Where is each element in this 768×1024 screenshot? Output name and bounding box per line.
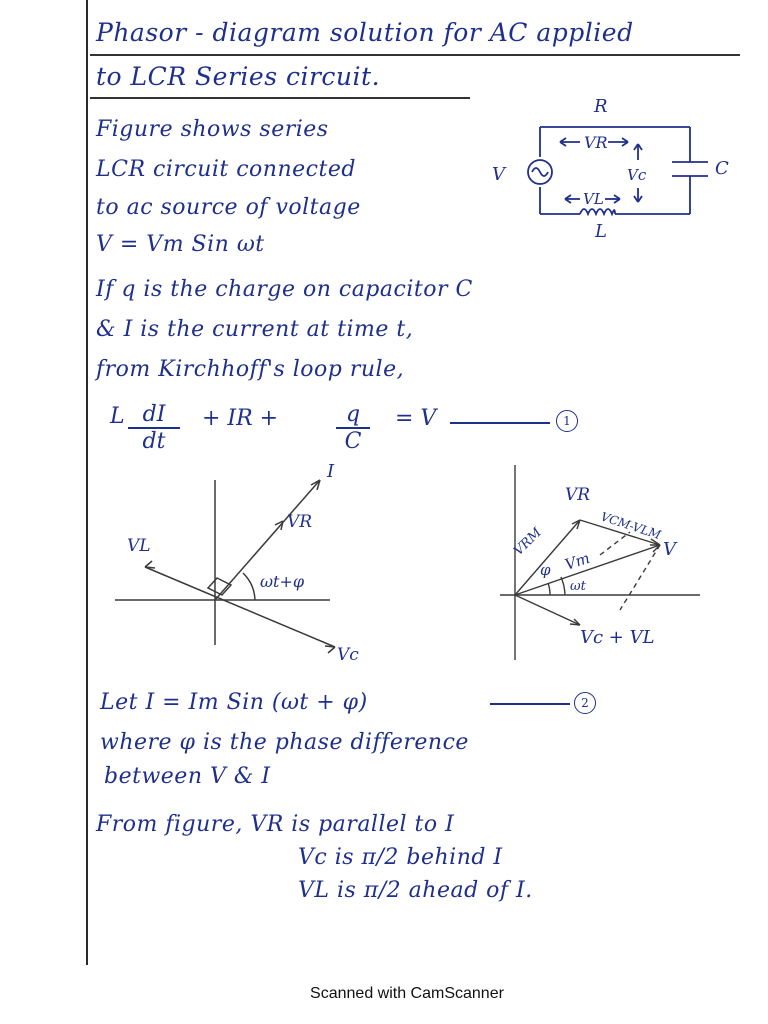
circuit-label-vl: VL	[583, 190, 604, 208]
eq1-fraction-di-dt	[128, 402, 180, 454]
conclusion-line-4: Vc is π/2 behind I	[298, 845, 503, 870]
eq1-leader	[450, 422, 550, 424]
conclusion-line-2: between V & I	[104, 764, 271, 789]
circuit-label-l: L	[595, 221, 607, 242]
right-label-wt: ωt	[570, 579, 586, 594]
conclusion-line-5: VL is π/2 ahead of I.	[298, 878, 533, 903]
left-label-vr: VR	[287, 512, 313, 532]
margin-line	[86, 0, 88, 965]
phasor-diagram-voltage	[495, 460, 710, 665]
intro-line-3: to ac source of voltage	[96, 195, 361, 220]
intro-line-5: If q is the charge on capacitor C	[96, 277, 473, 302]
circuit-label-v: V	[492, 164, 505, 185]
circuit-label-vr: VR	[584, 133, 608, 152]
eq1-number: 1	[556, 410, 578, 432]
eq1-den-c: C	[344, 429, 362, 454]
right-label-phi: φ	[540, 561, 551, 579]
right-label-vr: VR	[565, 485, 591, 505]
right-label-vm: Vm	[562, 548, 593, 574]
intro-line-6: & I is the current at time t,	[96, 317, 414, 342]
conclusion-line-1: where φ is the phase difference	[100, 730, 469, 755]
left-label-angle: ωt+φ	[260, 572, 305, 591]
eq1-num-di: dI	[128, 402, 180, 429]
heading-line-1: Phasor - diagram solution for AC applied	[96, 18, 634, 47]
intro-line-1: Figure shows series	[96, 117, 329, 142]
circuit-label-r: R	[594, 96, 608, 117]
intro-line-7: from Kirchhoff's loop rule,	[96, 357, 405, 382]
eq1-fraction-q-c	[336, 402, 370, 454]
left-label-vl: VL	[127, 536, 151, 556]
heading-line-2: to LCR Series circuit.	[96, 62, 381, 91]
left-label-vc: Vc	[337, 645, 359, 665]
phasor-diagram-current	[105, 455, 375, 670]
eq1-num-q: q	[336, 402, 370, 429]
equation-1	[110, 402, 610, 458]
circuit-label-vc: Vc	[627, 166, 647, 184]
conclusion-line-3: From figure, VR is parallel to I	[96, 812, 455, 837]
lcr-circuit-diagram	[492, 92, 740, 242]
left-label-i: I	[327, 461, 335, 482]
heading-rule-2	[90, 97, 470, 99]
equation-2: Let I = Im Sin (ωt + φ)	[100, 690, 368, 715]
intro-line-2: LCR circuit connected	[96, 157, 356, 182]
intro-line-4: V = Vm Sin ωt	[96, 232, 265, 257]
eq1-den-dt: dt	[142, 429, 166, 454]
eq1-rhs: = V	[395, 406, 437, 431]
scanner-watermark: Scanned with CamScanner	[310, 985, 504, 1002]
eq2-leader	[490, 703, 570, 705]
eq1-prefix: L	[110, 404, 125, 429]
right-label-vc-vl: Vc + VL	[580, 627, 655, 648]
heading-rule-1	[90, 54, 740, 56]
eq2-number: 2	[574, 692, 596, 714]
right-label-vrm: VRM	[511, 525, 545, 559]
circuit-label-c: C	[715, 158, 729, 179]
right-label-vcm-vlm: VCM-VLM	[599, 509, 663, 543]
eq1-middle: + IR +	[202, 406, 279, 431]
right-label-v: V	[663, 539, 676, 560]
